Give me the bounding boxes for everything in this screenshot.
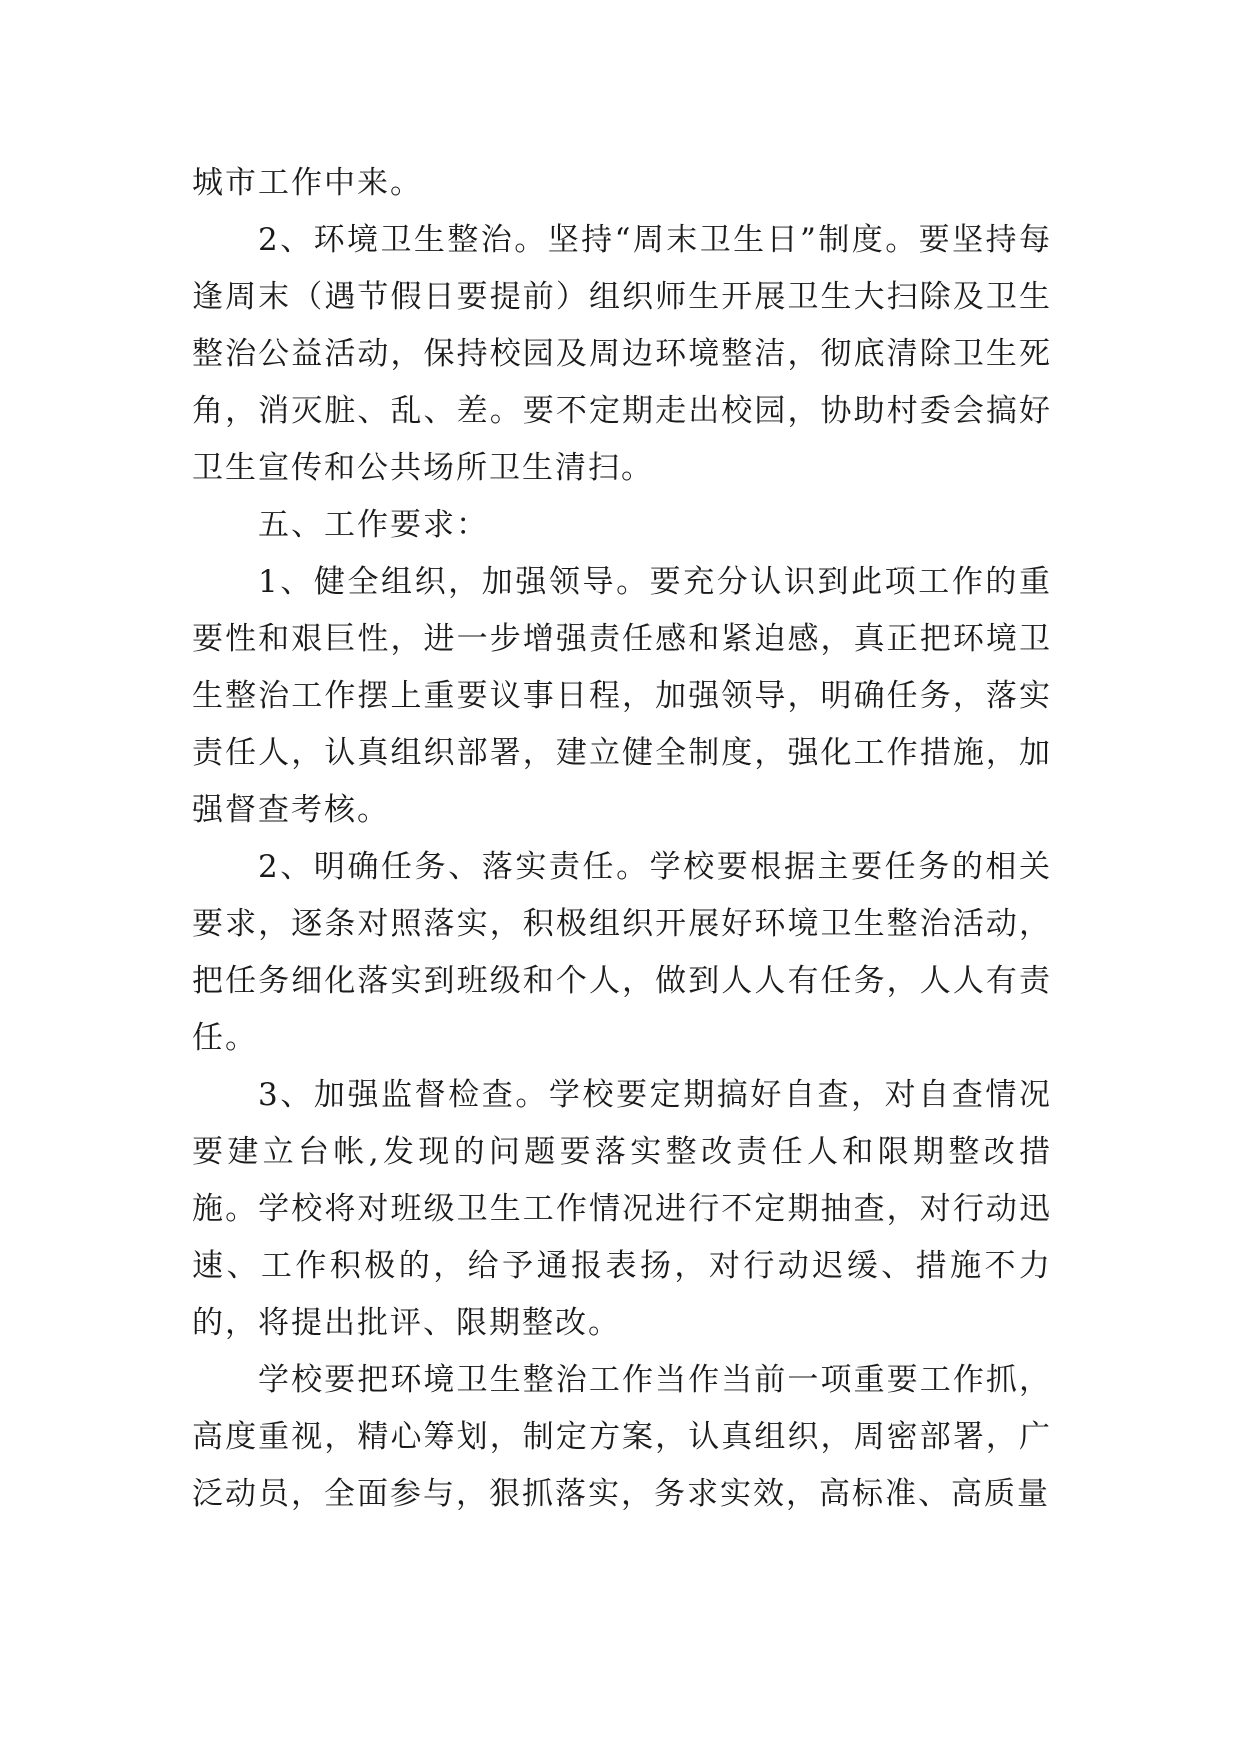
document-body [192, 155, 1052, 1523]
paragraph-environment-cleanup: 2、环境卫生整治。坚持“周末卫生日”制度。要坚持每逢周末（遇节假日要提前）组织师生开展卫生大扫除及卫生整治公益活动，保持校园及周边环境整洁，彻底清除卫生死角，消灭脏、乱、差。要不定期走出校园，协助村委会搞好卫生宣传和公共场所卫生清扫。 [192, 222, 1052, 486]
paragraph-continuation: 城市工作中来。 [192, 165, 423, 201]
paragraph-organization: 1、健全组织，加强领导。要充分认识到此项工作的重要性和艰巨性，进一步增强责任感和紧迫感，真正把环境卫生整治工作摆上重要议事日程，加强领导，明确任务，落实责任人，认真组织部署，建立健全制度，强化工作措施，加强督查考核。 [192, 564, 1052, 828]
section-heading-work-requirements: 五、工作要求： [258, 507, 489, 543]
paragraph-responsibility: 2、明确任务、落实责任。学校要根据主要任务的相关要求，逐条对照落实，积极组织开展好环境卫生整治活动，把任务细化落实到班级和个人，做到人人有任务，人人有责任。 [192, 849, 1052, 1056]
paragraph-conclusion: 学校要把环境卫生整治工作当作当前一项重要工作抓，高度重视，精心筹划，制定方案，认真组织，周密部署，广泛动员，全面参与，狠抓落实，务求实效，高标准、高质量 [192, 1362, 1052, 1512]
paragraph-supervision: 3、加强监督检查。学校要定期搞好自查，对自查情况要建立台帐,发现的问题要落实整改责任人和限期整改措施。学校将对班级卫生工作情况进行不定期抽查，对行动迅速、工作积极的，给予通报表扬，对行动迟缓、措施不力的，将提出批评、限期整改。 [192, 1077, 1052, 1341]
